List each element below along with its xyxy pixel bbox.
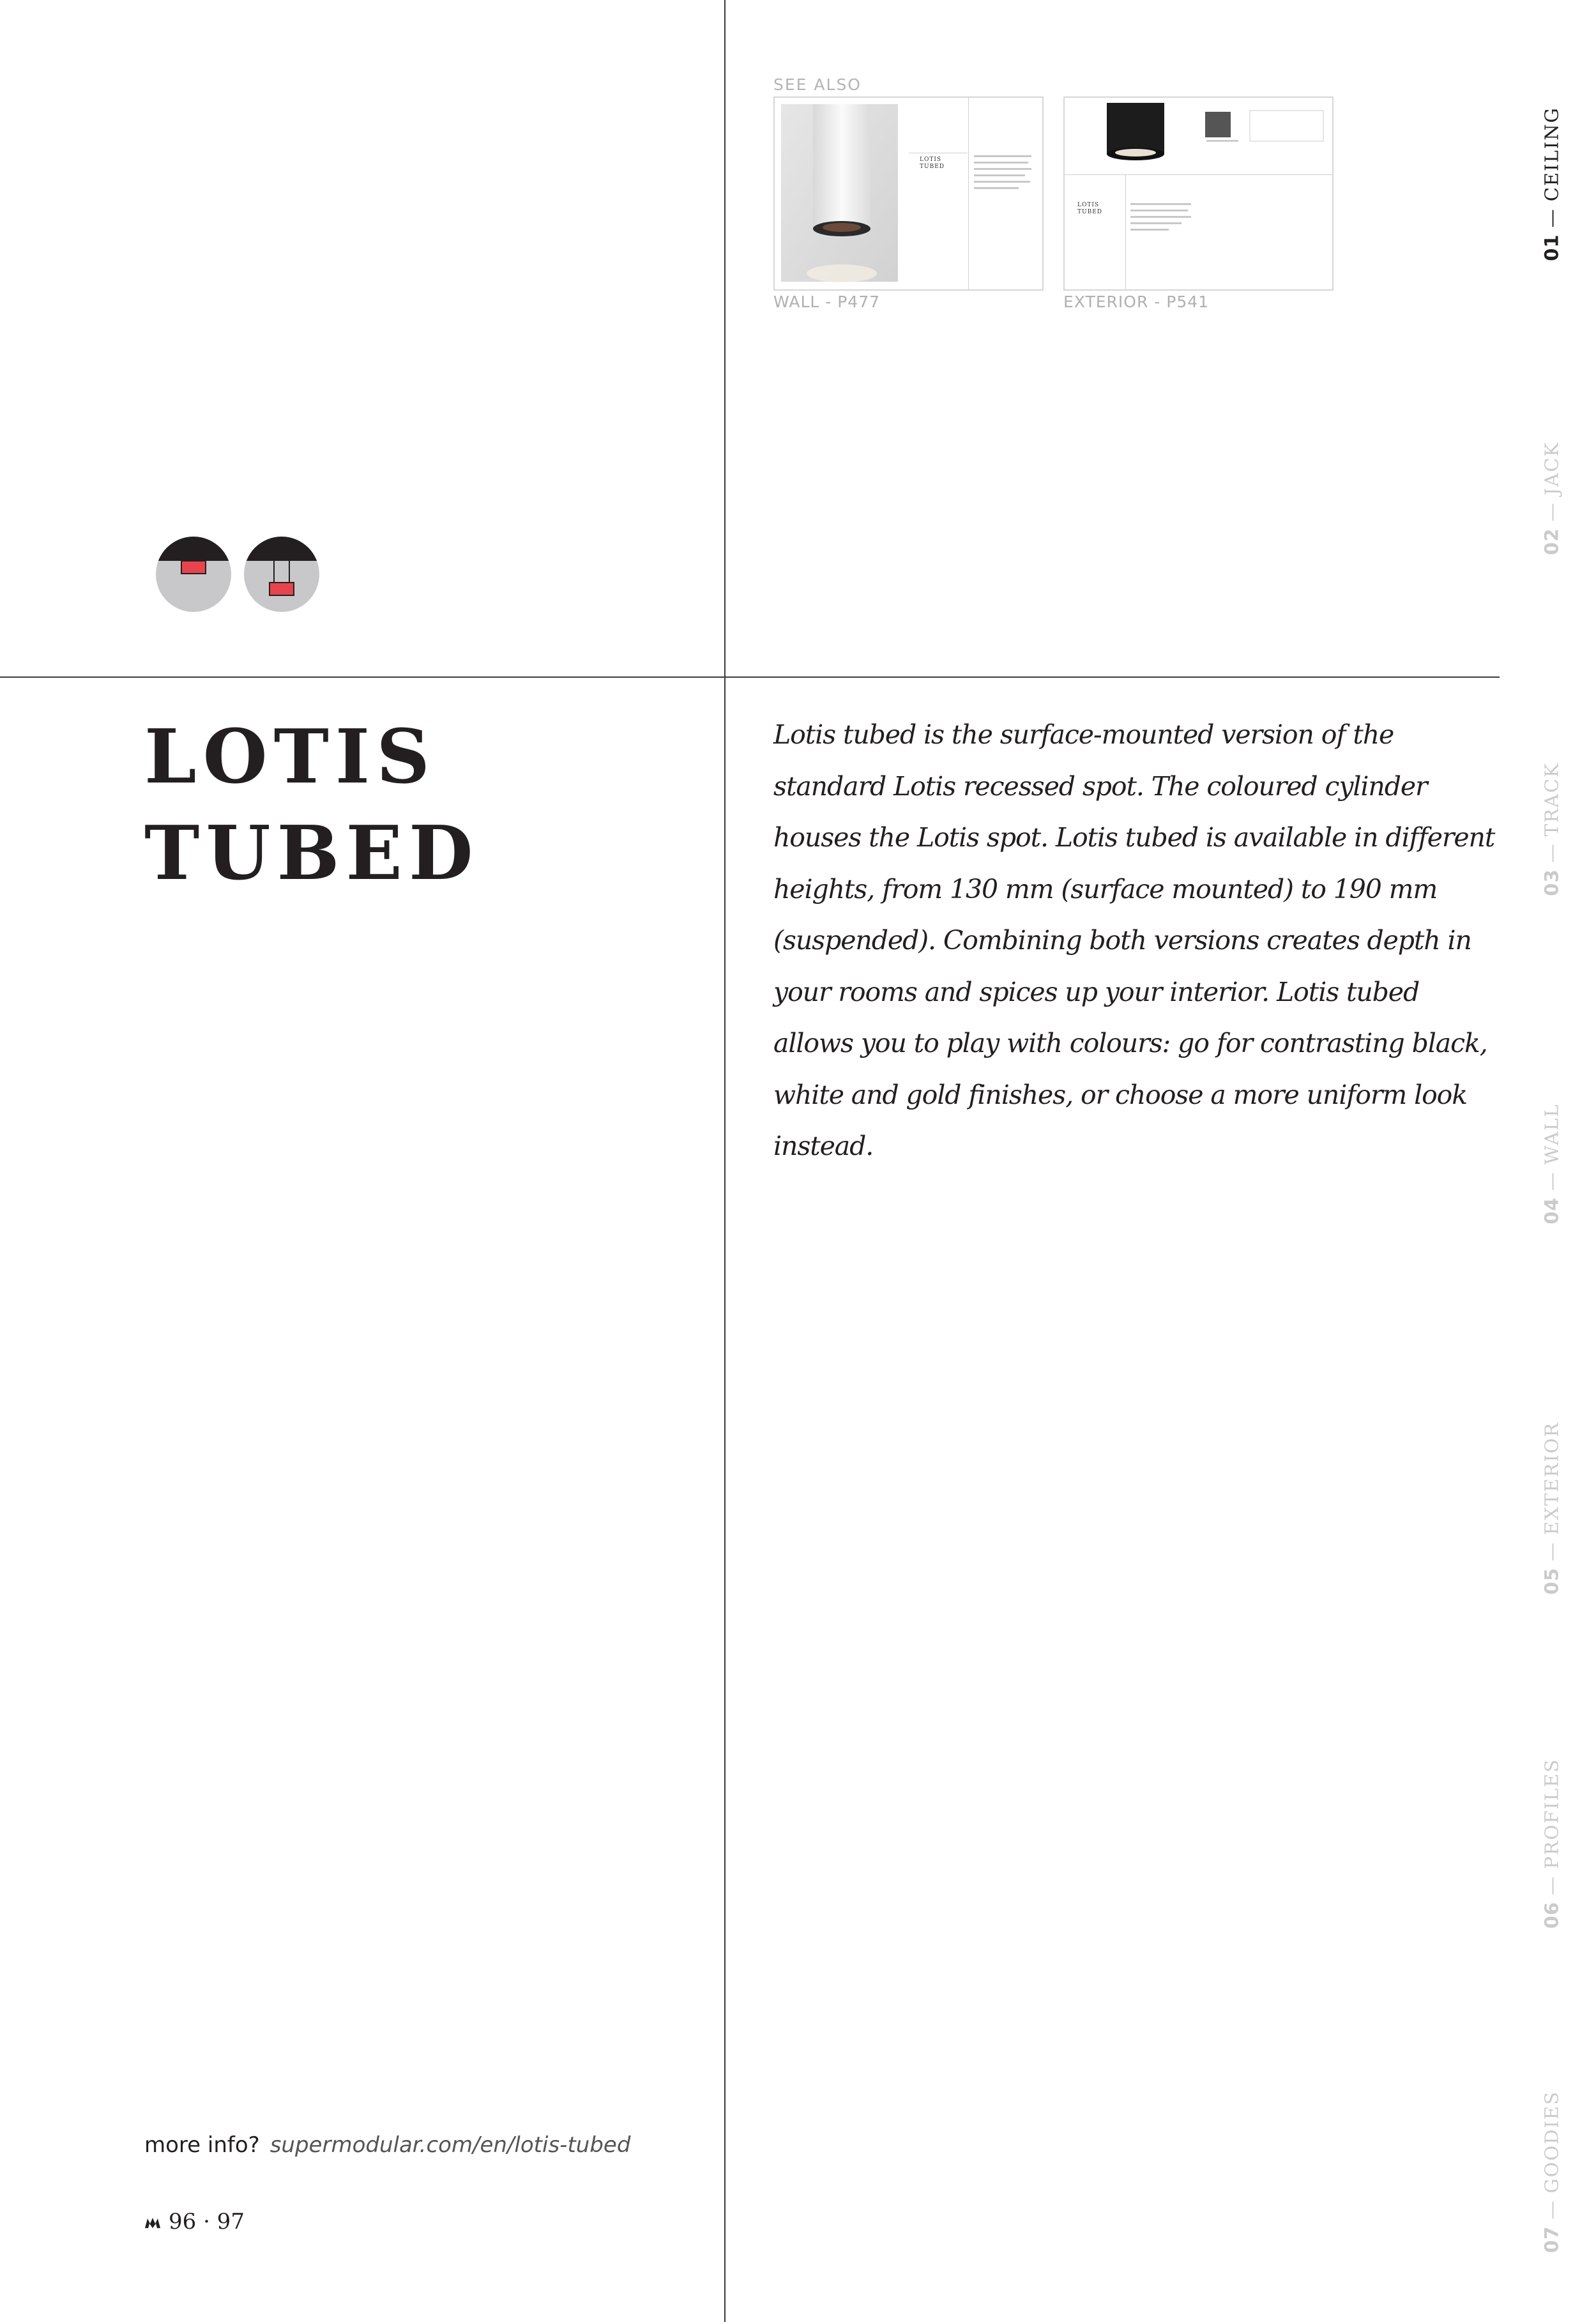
- see-also-caption-exterior: EXTERIOR - P541: [1063, 293, 1210, 311]
- sidebar-item-ceiling[interactable]: [1533, 107, 1571, 261]
- suspended-icon: [244, 535, 319, 612]
- brand-logo-icon: [144, 2217, 161, 2229]
- sidebar-item-separator: —: [1540, 1541, 1563, 1561]
- vertical-divider: [724, 0, 726, 2322]
- sidebar-item-label: CEILING: [1540, 107, 1563, 202]
- product-title-line-1: LOTIS: [144, 714, 436, 800]
- sidebar-item-number: 01: [1540, 234, 1563, 261]
- sidebar-item-label: JACK: [1540, 441, 1563, 496]
- see-also-thumbnail-wall[interactable]: [773, 96, 1044, 291]
- sidebar-item-jack[interactable]: [1533, 441, 1571, 555]
- more-info: [144, 2132, 630, 2158]
- sidebar-item-goodies[interactable]: [1533, 2091, 1571, 2253]
- sidebar-item-label: WALL: [1540, 1103, 1563, 1165]
- sidebar-item-wall[interactable]: [1533, 1103, 1571, 1225]
- product-description: Lotis tubed is the surface-mounted version of the standard Lotis recessed spot. The coloured cylinder houses the Lotis spot. Lotis tubed is available in different heights, from 130 mm (surface mounted) to 190 mm (suspended). Combining both versions creates depth in your rooms and spices up your interior. Lotis tubed allows you to play with colours: go for contrasting black, white and gold finishes, or choose a more uniform look instead.: [773, 719, 1495, 1161]
- sidebar-item-label: GOODIES: [1540, 2091, 1563, 2194]
- thumbnail-text-line: [974, 162, 1028, 164]
- sidebar-item-exterior[interactable]: [1533, 1421, 1571, 1595]
- product-title-line-2: TUBED: [144, 810, 480, 897]
- thumbnail-text-line: [1130, 229, 1169, 231]
- mounting-icons: [156, 535, 322, 613]
- thumbnail-text-line: [1130, 222, 1182, 224]
- sidebar-item-label: TRACK: [1540, 762, 1563, 837]
- horizontal-divider: [0, 676, 1500, 678]
- see-also-caption-wall: WALL - P477: [773, 293, 881, 311]
- thumbnail-text-line: [974, 155, 1031, 157]
- product-title: [144, 709, 480, 902]
- thumbnail-text-line: [974, 168, 1031, 170]
- sidebar-item-number: 02: [1540, 528, 1563, 555]
- sidebar-item-separator: —: [1540, 208, 1563, 228]
- thumbnail-text-line: [974, 187, 1019, 189]
- sidebar-item-number: 04: [1540, 1197, 1563, 1225]
- sidebar-item-number: 05: [1540, 1568, 1563, 1595]
- sidebar-item-separator: —: [1540, 1875, 1563, 1895]
- sidebar-item-label: PROFILES: [1540, 1758, 1563, 1869]
- sidebar-item-number: 03: [1540, 869, 1563, 896]
- sidebar-item-separator: —: [1540, 501, 1563, 522]
- thumbnail-divider: [968, 98, 969, 289]
- see-also-thumbnail-exterior[interactable]: [1063, 96, 1334, 291]
- more-info-link[interactable]: supermodular.com/en/lotis-tubed: [270, 2132, 631, 2158]
- thumbnail-text-line: [1130, 216, 1191, 218]
- sidebar-item-track[interactable]: [1533, 762, 1571, 896]
- more-info-label: more info?: [144, 2132, 260, 2158]
- wall-lamp-photo-thumbnail: [775, 98, 1042, 289]
- page-numbers-text: 96 · 97: [169, 2209, 245, 2234]
- surface-mounted-icon: [156, 535, 231, 612]
- sidebar-item-profiles[interactable]: [1533, 1758, 1571, 1929]
- thumbnail-title: LOTIS TUBED: [1077, 202, 1102, 215]
- exterior-lamp-photo-thumbnail: [1065, 98, 1332, 289]
- thumbnail-rule: [1065, 174, 1332, 175]
- sidebar-item-separator: —: [1540, 1171, 1563, 1191]
- thumbnail-text-line: [1130, 210, 1188, 211]
- thumbnail-text-line: [974, 174, 1025, 176]
- see-also-label: SEE ALSO: [773, 75, 862, 94]
- sidebar-item-separator: —: [1540, 843, 1563, 863]
- thumbnail-title: LOTIS TUBED: [920, 157, 945, 170]
- sidebar-item-number: 06: [1540, 1901, 1563, 1929]
- page-numbers: [144, 2209, 245, 2234]
- thumbnail-text-line: [1130, 203, 1191, 205]
- thumbnail-text-line: [974, 181, 1030, 183]
- thumbnail-divider: [1125, 174, 1126, 289]
- sidebar-item-label: EXTERIOR: [1540, 1421, 1563, 1535]
- sidebar-item-number: 07: [1540, 2226, 1563, 2253]
- sidebar-item-separator: —: [1540, 2199, 1563, 2220]
